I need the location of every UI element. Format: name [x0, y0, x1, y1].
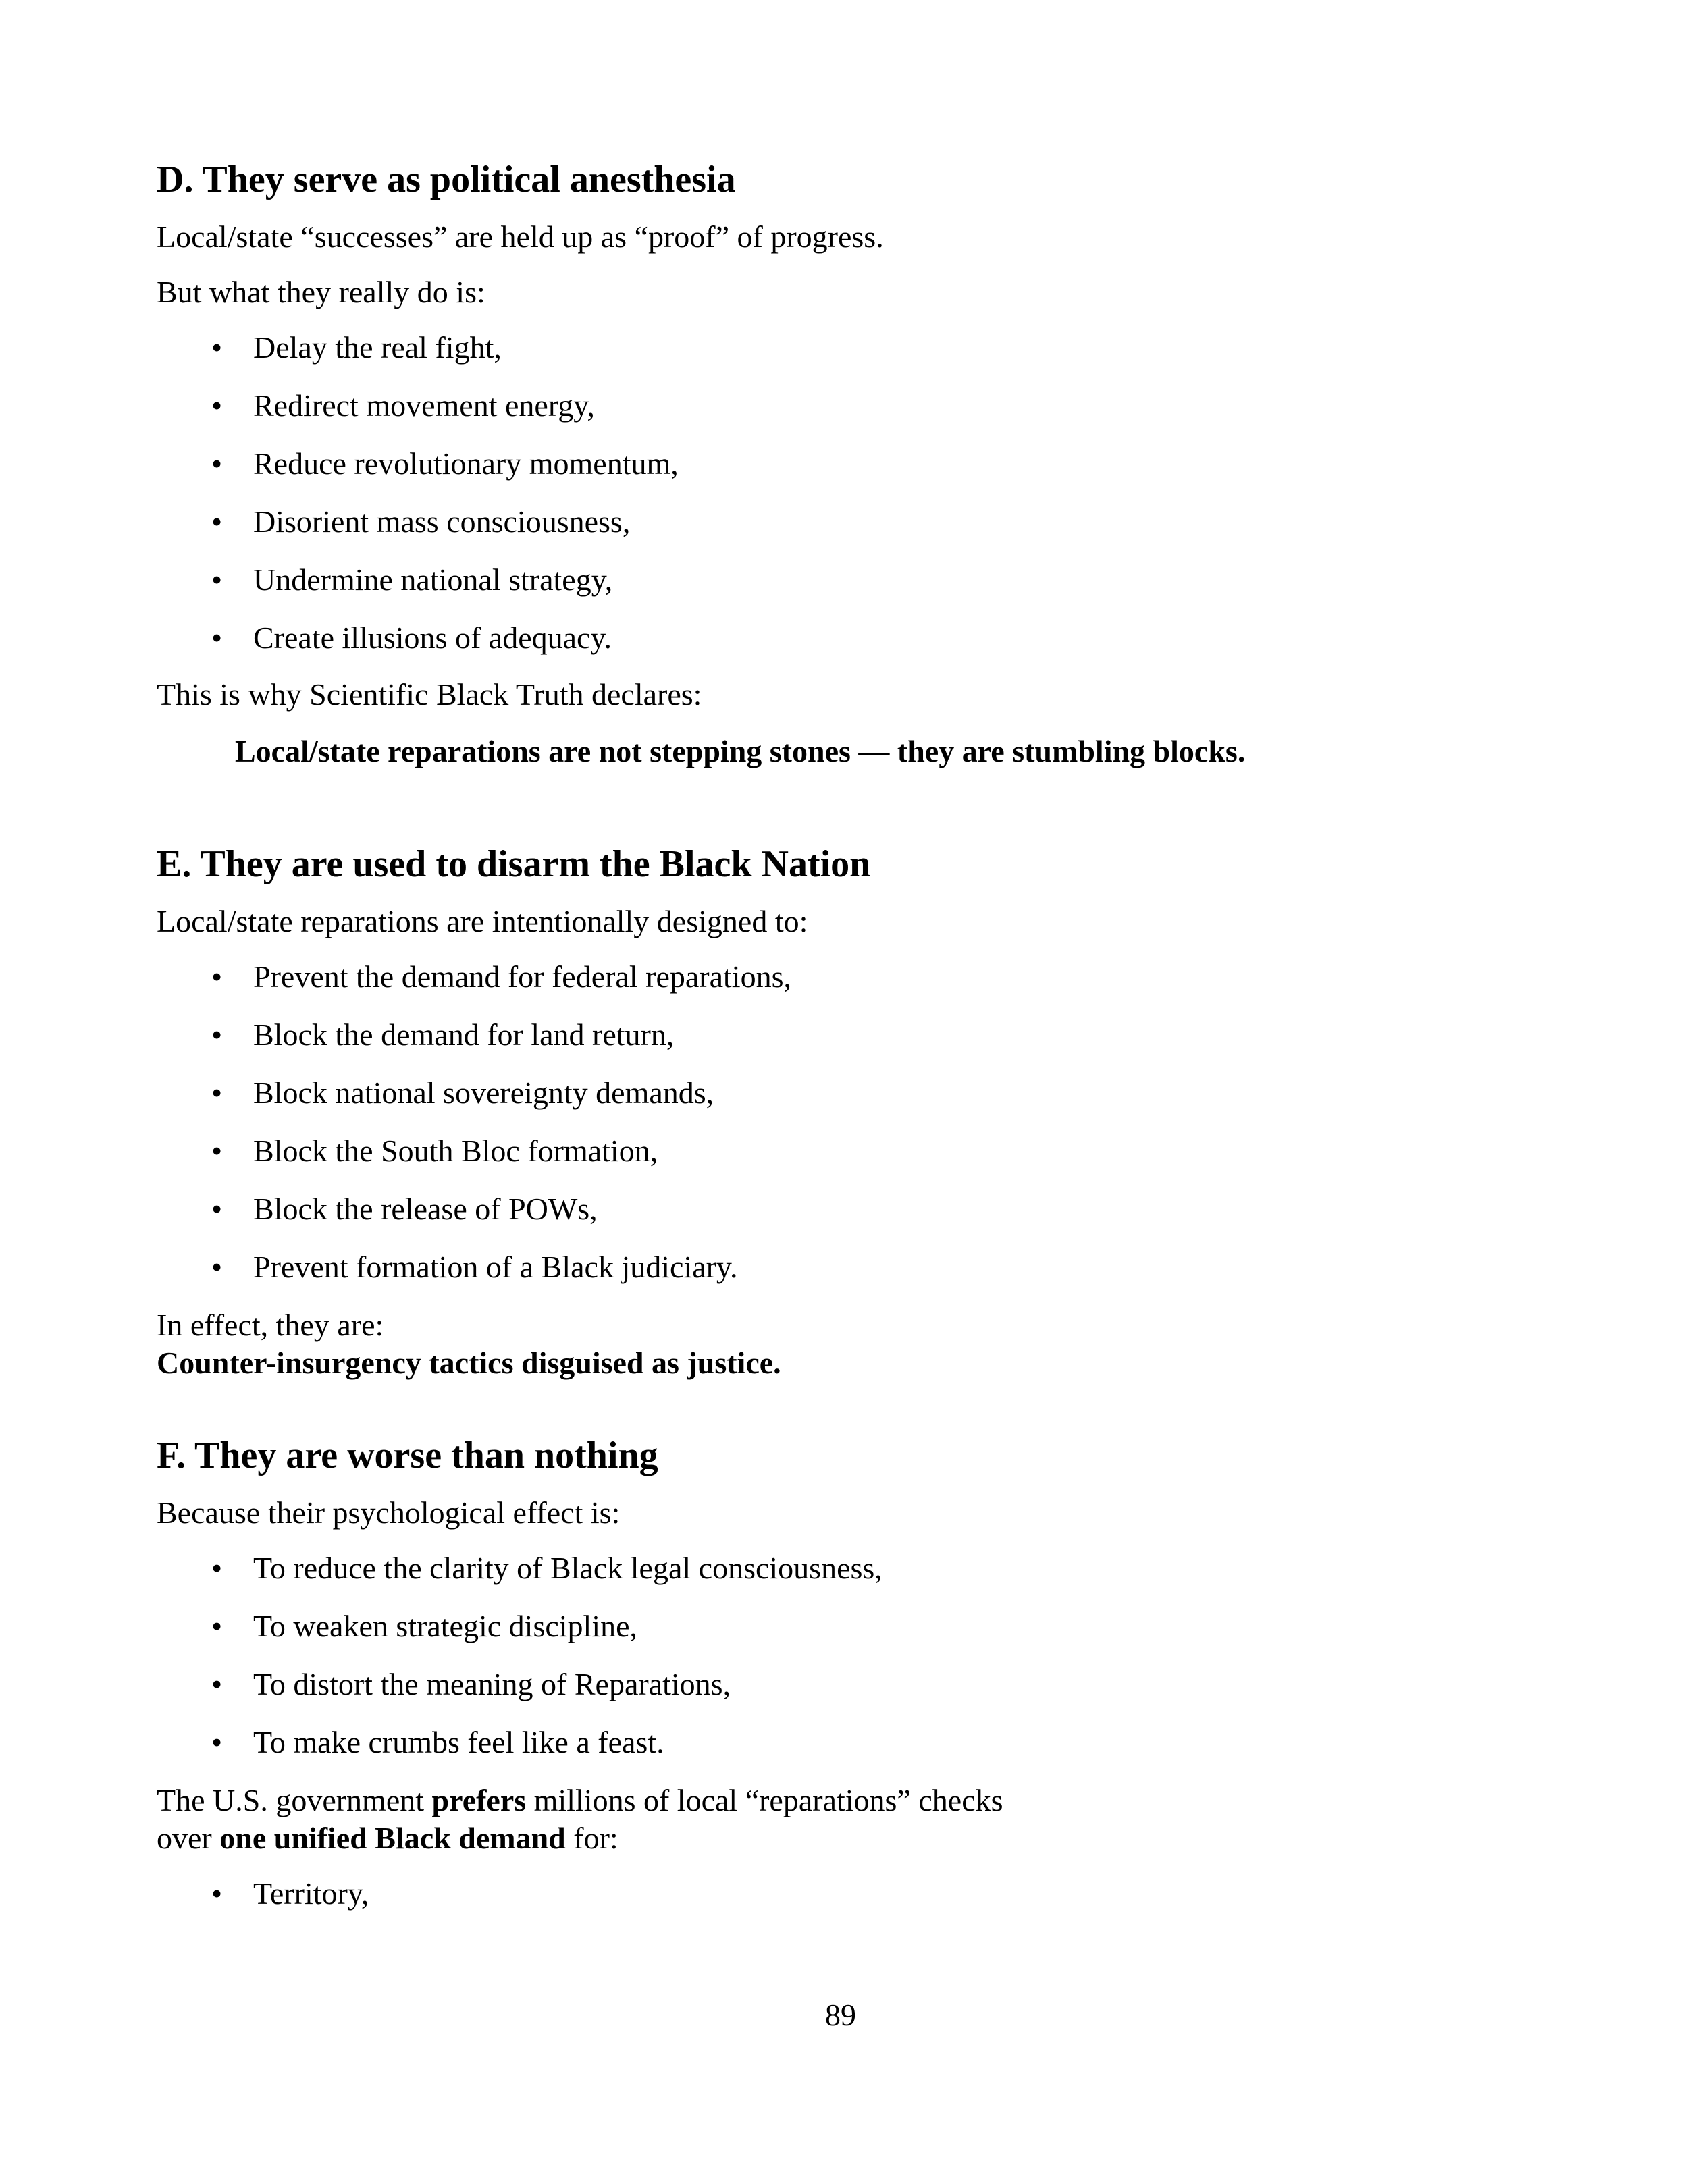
text-run: The U.S. government	[157, 1783, 432, 1817]
bullet-icon: •	[211, 620, 223, 655]
bullet-icon: •	[211, 504, 223, 539]
list-item-text: Territory,	[253, 1876, 369, 1911]
list-item-text: Block the South Bloc formation,	[253, 1134, 658, 1168]
list-item	[211, 961, 791, 992]
list-item-text: Disorient mass consciousness,	[253, 504, 631, 539]
list-item	[211, 1553, 882, 1584]
list-item-text: Block national sovereignty demands,	[253, 1075, 714, 1110]
list-item-text: Prevent formation of a Black judiciary.	[253, 1250, 738, 1284]
list-item-text: Reduce revolutionary momentum,	[253, 446, 679, 481]
bullet-icon: •	[211, 1250, 223, 1284]
list-item	[211, 1077, 714, 1109]
list-item-text: Block the demand for land return,	[253, 1017, 675, 1052]
list-item	[211, 1252, 737, 1283]
list-item	[211, 1611, 637, 1642]
list-item	[211, 448, 679, 479]
list-item	[211, 1727, 664, 1758]
bullet-icon: •	[211, 959, 223, 994]
bullet-icon: •	[211, 446, 223, 481]
section-f-paragraph-3	[157, 1823, 618, 1854]
bullet-icon: •	[211, 562, 223, 597]
list-item	[211, 622, 612, 654]
text-run: over	[157, 1821, 220, 1855]
bullet-icon: •	[211, 330, 223, 365]
bullet-icon: •	[211, 1075, 223, 1110]
list-item	[211, 1669, 731, 1700]
section-e-paragraph-2: In effect, they are:	[157, 1308, 384, 1342]
section-d-paragraph-3: This is why Scientific Black Truth declares:	[157, 677, 702, 712]
section-e-heading: E. They are used to disarm the Black Nation	[157, 843, 871, 885]
section-d-paragraph-2: But what they really do is:	[157, 275, 485, 309]
text-run: for:	[565, 1821, 618, 1855]
list-item	[211, 1878, 369, 1909]
list-item-text: To distort the meaning of Reparations,	[253, 1667, 731, 1701]
section-d-paragraph-1: Local/state “successes” are held up as “proof” of progress.	[157, 219, 884, 254]
text-run: millions of local “reparations” checks	[526, 1783, 1003, 1817]
list-item-text: To reduce the clarity of Black legal consciousness,	[253, 1551, 882, 1585]
list-item-text: To weaken strategic discipline,	[253, 1609, 638, 1643]
list-item-text: Delay the real fight,	[253, 330, 502, 365]
list-item-text: Undermine national strategy,	[253, 562, 613, 597]
list-item	[211, 1136, 658, 1167]
list-item-text: To make crumbs feel like a feast.	[253, 1725, 664, 1759]
list-item	[211, 506, 630, 537]
section-f-paragraph-1: Because their psychological effect is:	[157, 1495, 621, 1530]
list-item	[211, 1019, 674, 1050]
text-run-bold: prefers	[431, 1783, 527, 1817]
list-item-text: Redirect movement energy,	[253, 388, 595, 423]
bullet-icon: •	[211, 1017, 223, 1052]
bullet-icon: •	[211, 1876, 223, 1911]
list-item	[211, 1194, 598, 1225]
bullet-icon: •	[211, 1192, 223, 1226]
list-item-text: Block the release of POWs,	[253, 1192, 598, 1226]
section-f-heading: F. They are worse than nothing	[157, 1435, 658, 1476]
bullet-icon: •	[211, 388, 223, 423]
section-d-quote: Local/state reparations are not stepping stones — they are stumbling blocks.	[235, 734, 1246, 768]
list-item	[211, 332, 502, 363]
bullet-icon: •	[211, 1725, 223, 1759]
section-d-heading: D. They serve as political anesthesia	[157, 159, 736, 201]
section-f-paragraph-2	[157, 1785, 1003, 1816]
bullet-icon: •	[211, 1551, 223, 1585]
section-e-paragraph-1: Local/state reparations are intentionally designed to:	[157, 904, 808, 938]
text-run-bold: one unified Black demand	[219, 1821, 566, 1855]
list-item-text: Prevent the demand for federal reparations,	[253, 959, 791, 994]
section-e-paragraph-3: Counter-insurgency tactics disguised as justice.	[157, 1346, 781, 1380]
page-number: 89	[825, 1998, 856, 2032]
bullet-icon: •	[211, 1609, 223, 1643]
list-item	[211, 390, 595, 421]
list-item	[211, 564, 612, 595]
list-item-text: Create illusions of adequacy.	[253, 620, 612, 655]
bullet-icon: •	[211, 1134, 223, 1168]
bullet-icon: •	[211, 1667, 223, 1701]
